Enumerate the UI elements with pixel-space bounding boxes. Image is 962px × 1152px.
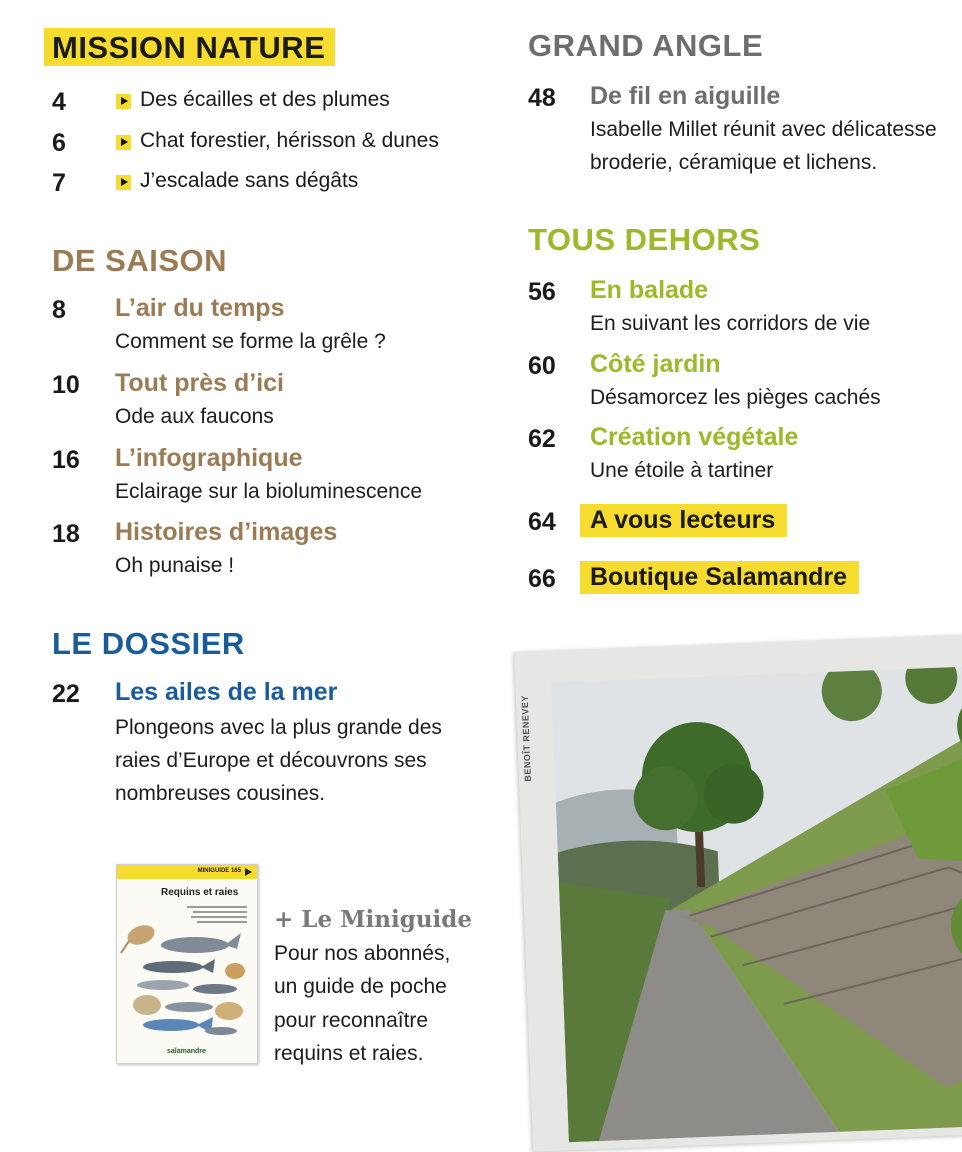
page-number: 60 [528, 352, 556, 380]
page-number: 16 [52, 446, 80, 474]
entry-title: Tout près d’ici [115, 369, 284, 397]
page-number: 18 [52, 520, 80, 548]
page-number: 6 [52, 129, 66, 157]
arrow-bullet-icon [116, 175, 131, 190]
entry-title: Côté jardin [590, 350, 721, 378]
photo-credit: BENOÎT RENEVEY [519, 694, 533, 782]
toc-entry[interactable] [52, 369, 472, 439]
entry-subtitle: Oh punaise ! [115, 554, 235, 577]
toc-entry[interactable] [52, 518, 472, 588]
miniguide-line: un guide de poche [274, 975, 447, 998]
cover-tag: MINIGUIDE 165 [197, 868, 241, 874]
page-number: 48 [528, 84, 556, 112]
item-label: Des écailles et des plumes [140, 88, 390, 111]
landscape-photo [551, 665, 962, 1143]
entry-line: Plongeons avec la plus grande des [115, 716, 442, 739]
entry-line: broderie, céramique et lichens. [590, 151, 878, 174]
entry-title: De fil en aiguille [590, 82, 781, 110]
toc-entry[interactable] [52, 294, 472, 364]
page-number: 56 [528, 278, 556, 306]
miniguide-cover[interactable] [116, 864, 258, 1064]
entry-subtitle: Une étoile à tartiner [590, 459, 774, 482]
salamandre-logo: salamandre [167, 1048, 206, 1055]
entry-title: Les ailes de la mer [115, 678, 338, 706]
page-number: 8 [52, 296, 66, 324]
item-label: J’escalade sans dégâts [140, 169, 359, 192]
toc-entry[interactable] [528, 350, 948, 420]
page-number: 22 [52, 680, 80, 708]
entry-subtitle: Eclairage sur la bioluminescence [115, 480, 422, 503]
cover-arrow-icon [245, 868, 252, 876]
entry-subtitle: En suivant les corridors de vie [590, 312, 871, 335]
page-number: 7 [52, 169, 66, 197]
entry-title: En balade [590, 276, 709, 304]
miniguide-line: requins et raies. [274, 1042, 424, 1065]
arrow-bullet-icon [116, 94, 131, 109]
miniguide-line: Pour nos abonnés, [274, 942, 451, 965]
toc-entry-highlight[interactable] [528, 504, 828, 540]
entry-line: raies d’Europe et découvrons ses [115, 749, 427, 772]
cover-title: Requins et raies [161, 887, 239, 898]
toc-entry[interactable] [528, 276, 948, 346]
page-number: 66 [528, 565, 556, 593]
de-saison-heading: DE SAISON [52, 243, 228, 278]
entry-title: L’infographique [115, 444, 303, 472]
page-number: 62 [528, 425, 556, 453]
entry-title: Boutique Salamandre [580, 561, 859, 594]
mission-nature-heading: MISSION NATURE [44, 28, 335, 66]
toc-entry-highlight[interactable] [528, 561, 908, 597]
toc-entry[interactable] [52, 444, 472, 514]
entry-title: Création végétale [590, 423, 799, 451]
entry-subtitle: Comment se forme la grêle ? [115, 330, 386, 353]
item-label: Chat forestier, hérisson & dunes [140, 129, 439, 152]
arrow-bullet-icon [116, 135, 131, 150]
le-dossier-heading: LE DOSSIER [52, 626, 245, 661]
sharks-and-rays-illustration [117, 901, 257, 1051]
entry-line: nombreuses cousines. [115, 782, 326, 805]
entry-title: A vous lecteurs [580, 504, 787, 537]
tous-dehors-heading: TOUS DEHORS [528, 222, 761, 257]
page-number: 4 [52, 88, 66, 116]
toc-entry[interactable] [52, 678, 472, 818]
entry-title: Histoires d’images [115, 518, 338, 546]
entry-subtitle: Ode aux faucons [115, 405, 274, 428]
entry-title: L’air du temps [115, 294, 285, 322]
toc-entry[interactable] [528, 82, 958, 186]
miniguide-title: + Le Miniguide [274, 906, 473, 933]
grand-angle-heading: GRAND ANGLE [528, 28, 764, 63]
miniguide-line: pour reconnaître [274, 1009, 429, 1032]
entry-line: Isabelle Millet réunit avec délicatesse [590, 118, 937, 141]
entry-subtitle: Désamorcez les pièges cachés [590, 386, 881, 409]
photo-frame [514, 632, 962, 1152]
page-number: 10 [52, 371, 80, 399]
page-number: 64 [528, 508, 556, 536]
toc-entry[interactable] [528, 423, 948, 493]
